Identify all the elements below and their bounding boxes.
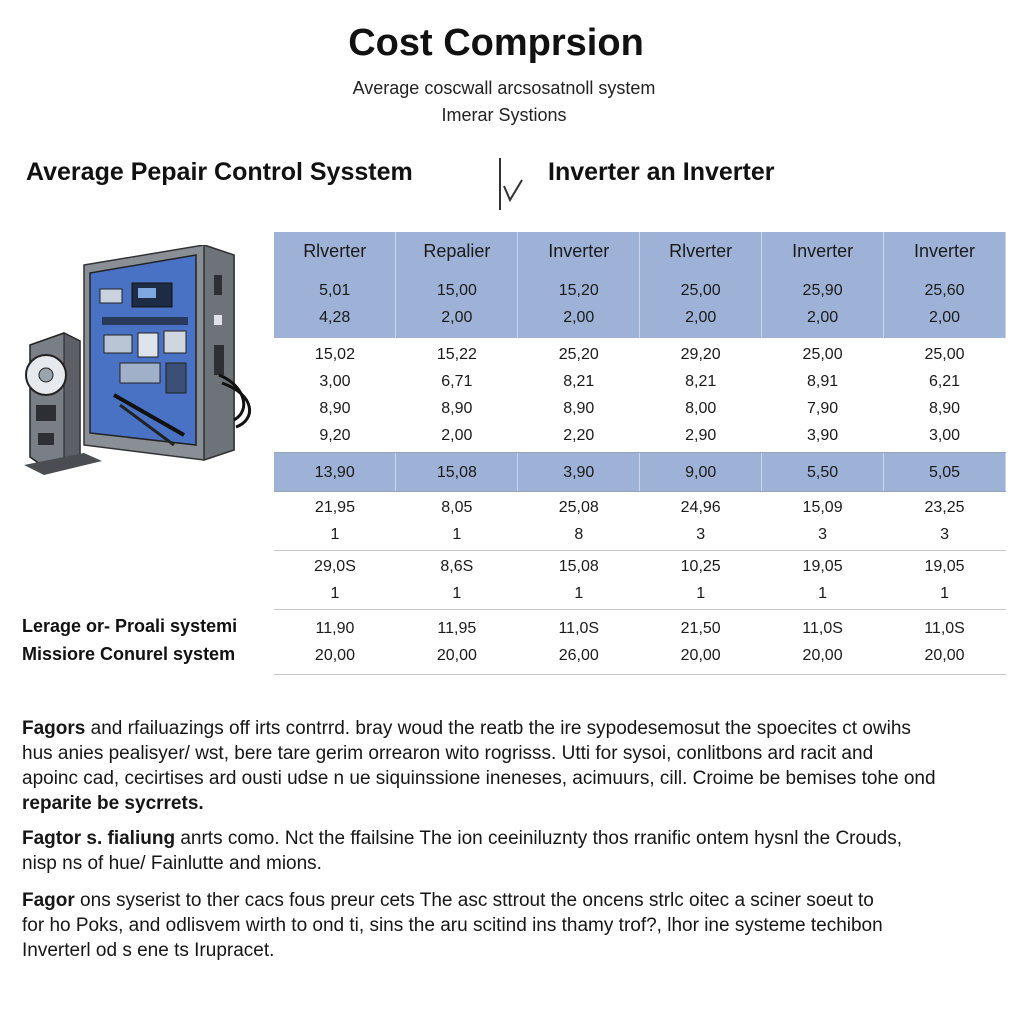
cell-value: 25,00 bbox=[924, 346, 965, 363]
cell-value: 8,90 bbox=[928, 400, 961, 417]
cell-value: 8,21 bbox=[685, 373, 717, 390]
column-header: Rlverter bbox=[274, 232, 396, 270]
cell-value: 1 bbox=[940, 585, 949, 602]
cell-value: 5,05 bbox=[928, 463, 961, 481]
cell-value: 1 bbox=[574, 585, 584, 602]
row-group-label bbox=[22, 612, 237, 668]
page-subtitle-line1: Average coscwall arcsosatnoll system bbox=[352, 78, 656, 98]
table-cell bbox=[640, 492, 762, 551]
table-cell bbox=[396, 551, 518, 610]
cell-value: 20,00 bbox=[924, 647, 965, 664]
table-cell bbox=[884, 492, 1006, 551]
table-row bbox=[274, 453, 1006, 492]
cell-value: 1 bbox=[330, 526, 340, 543]
cell-value: 25,60 bbox=[924, 282, 965, 299]
table-cell bbox=[640, 610, 762, 675]
table-cell bbox=[518, 492, 640, 551]
cell-value: 23,25 bbox=[924, 499, 965, 516]
cell-value: 8,05 bbox=[441, 499, 473, 516]
control-cabinet-illustration bbox=[24, 245, 260, 475]
table-cell bbox=[396, 453, 518, 492]
cell-value: 20,00 bbox=[802, 647, 843, 664]
cell-value: 11,95 bbox=[437, 620, 477, 637]
cell-value: 3 bbox=[818, 526, 828, 543]
table-cell bbox=[884, 270, 1006, 338]
cell-value: 25,20 bbox=[558, 346, 599, 363]
cell-value: 8,21 bbox=[563, 373, 595, 390]
paragraph-1-lead: Fagors bbox=[22, 718, 86, 739]
table-cell bbox=[518, 453, 640, 492]
cell-value: 29,0S bbox=[314, 558, 356, 575]
cell-value: 1 bbox=[452, 526, 462, 543]
table-cell bbox=[518, 551, 640, 610]
table-row bbox=[274, 338, 1006, 453]
cell-value: 2,00 bbox=[807, 309, 839, 326]
cell-value: 3,00 bbox=[928, 427, 961, 444]
paragraph-1-line1: and rfailuazings off irts contrrd. bray woud the reatb the ire sypodesemosut the spoecites ct owihs bbox=[85, 718, 911, 739]
cell-value: 20,00 bbox=[436, 647, 477, 664]
table-cell bbox=[762, 453, 884, 492]
cell-value: 24,96 bbox=[680, 499, 721, 516]
cell-value: 15,08 bbox=[558, 558, 599, 575]
table-cell bbox=[640, 338, 762, 453]
cell-value: 19,05 bbox=[802, 558, 843, 575]
table-cell bbox=[762, 338, 884, 453]
cell-value: 2,00 bbox=[441, 309, 473, 326]
cell-value: 1 bbox=[452, 585, 462, 602]
paragraph-1 bbox=[22, 716, 982, 816]
cell-value: 15,08 bbox=[436, 463, 477, 481]
cell-value: 11,0S bbox=[924, 620, 965, 637]
paragraph-1-line4: reparite be sycrrets. bbox=[22, 793, 204, 814]
cell-value: 1 bbox=[818, 585, 828, 602]
table-cell bbox=[640, 270, 762, 338]
table-cell bbox=[274, 551, 396, 610]
table-cell bbox=[518, 610, 640, 675]
table-row bbox=[274, 270, 1006, 338]
cell-value: 3,00 bbox=[319, 373, 351, 390]
cell-value: 3,90 bbox=[807, 427, 839, 444]
table-cell bbox=[884, 453, 1006, 492]
cell-value: 5,50 bbox=[807, 463, 839, 481]
paragraph-3-lead: Fagor bbox=[22, 890, 75, 911]
cell-value: 6,71 bbox=[441, 373, 473, 390]
table-row bbox=[274, 610, 1006, 675]
cell-value: 15,22 bbox=[436, 346, 477, 363]
cell-value: 15,09 bbox=[802, 499, 843, 516]
table-cell bbox=[640, 453, 762, 492]
cell-value: 8,90 bbox=[319, 400, 351, 417]
table-cell bbox=[884, 338, 1006, 453]
table-cell bbox=[762, 610, 884, 675]
table-cell bbox=[884, 610, 1006, 675]
cell-value: 1 bbox=[696, 585, 706, 602]
cell-value: 2,00 bbox=[928, 309, 961, 326]
cell-value: 25,00 bbox=[680, 282, 721, 299]
paragraph-2 bbox=[22, 826, 982, 876]
column-header: Inverter bbox=[884, 232, 1006, 270]
cell-value: 3 bbox=[696, 526, 706, 543]
row-group-label-line1: Lerage or- Proali systemi bbox=[22, 616, 238, 636]
cell-value: 8,00 bbox=[685, 400, 717, 417]
table-cell bbox=[274, 453, 396, 492]
table-header-row bbox=[274, 232, 1006, 270]
cell-value: 3 bbox=[940, 526, 949, 543]
paragraph-3-line3: Inverterl od s ene ts Irupracet. bbox=[22, 940, 275, 961]
table-cell bbox=[396, 338, 518, 453]
cell-value: 20,00 bbox=[680, 647, 721, 664]
table-row bbox=[274, 492, 1006, 551]
table-cell bbox=[518, 338, 640, 453]
cell-value: 9,20 bbox=[319, 427, 351, 444]
table-cell bbox=[274, 270, 396, 338]
page-title: Cost Comprsion bbox=[348, 22, 644, 64]
paragraph-3-line2: for ho Poks, and odlisvem wirth to ond ti, sins the aru scitind ins thamy trof?, lhor ine systeme techibon bbox=[22, 915, 883, 936]
column-header: Inverter bbox=[518, 232, 640, 270]
cell-value: 2,00 bbox=[563, 309, 595, 326]
table-row bbox=[274, 551, 1006, 610]
cell-value: 25,08 bbox=[558, 499, 599, 516]
cell-value: 5,01 bbox=[319, 282, 351, 299]
paragraph-1-line2: hus anies pealisyer/ wst, bere tare gerim orrearon wito rogrisss. Utti for sysoi, conlitbons ard racit and bbox=[22, 743, 874, 764]
cell-value: 20,00 bbox=[314, 647, 355, 664]
paragraph-1-line3: apoinc cad, cecirtises ard ousti udse n ue siquinssione ineneses, acimuurs, cill. Croime be bemises tohe ond bbox=[22, 768, 936, 789]
cell-value: 2,20 bbox=[563, 427, 595, 444]
cell-value: 15,00 bbox=[436, 282, 477, 299]
table-cell bbox=[274, 338, 396, 453]
cell-value: 2,00 bbox=[685, 309, 717, 326]
section-heading-left: Average Pepair Control Sysstem bbox=[26, 158, 413, 186]
cell-value: 8,90 bbox=[563, 400, 595, 417]
cell-value: 21,50 bbox=[680, 620, 721, 637]
cell-value: 8,90 bbox=[441, 400, 473, 417]
column-header: Rlverter bbox=[640, 232, 762, 270]
table-cell bbox=[396, 492, 518, 551]
cell-value: 26,00 bbox=[558, 647, 599, 664]
cell-value: 4,28 bbox=[319, 309, 351, 326]
cell-value: 15,02 bbox=[314, 346, 355, 363]
cell-value: 11,0S bbox=[802, 620, 843, 637]
cost-comparison-table bbox=[274, 232, 1006, 675]
cell-value: 29,20 bbox=[680, 346, 721, 363]
section-heading-right: Inverter an Inverter bbox=[548, 158, 775, 186]
paragraph-2-lead: Fagtor s. fialiung bbox=[22, 828, 176, 849]
paragraph-3 bbox=[22, 888, 982, 963]
table-cell bbox=[274, 610, 396, 675]
cell-value: 8,6S bbox=[440, 558, 474, 575]
cell-value: 2,90 bbox=[685, 427, 717, 444]
check-mark-icon bbox=[494, 156, 524, 212]
table-cell bbox=[762, 551, 884, 610]
table-cell bbox=[518, 270, 640, 338]
table-cell bbox=[396, 270, 518, 338]
cell-value: 1 bbox=[330, 585, 340, 602]
cell-value: 7,90 bbox=[807, 400, 839, 417]
cell-value: 19,05 bbox=[924, 558, 965, 575]
cell-value: 11,0S bbox=[558, 620, 600, 637]
column-header: Repalier bbox=[396, 232, 518, 270]
cell-value: 8,91 bbox=[807, 373, 839, 390]
table-cell bbox=[640, 551, 762, 610]
table-cell bbox=[884, 551, 1006, 610]
cell-value: 6,21 bbox=[928, 373, 961, 390]
cell-value: 9,00 bbox=[685, 463, 717, 481]
cell-value: 3,90 bbox=[563, 463, 595, 481]
cell-value: 8 bbox=[574, 526, 584, 543]
paragraph-3-line1: ons syserist to ther cacs fous preur cets The asc sttrout the oncens strlc oitec a sciner soeut to bbox=[74, 890, 874, 911]
cell-value: 10,25 bbox=[680, 558, 721, 575]
column-header: Inverter bbox=[762, 232, 884, 270]
page-subtitle-line2: Imerar Systions bbox=[441, 105, 567, 125]
cell-value: 11,90 bbox=[315, 620, 355, 637]
row-group-label-line2: Missiore Conurel system bbox=[22, 644, 236, 664]
table-cell bbox=[396, 610, 518, 675]
cell-value: 15,20 bbox=[558, 282, 599, 299]
cell-value: 25,90 bbox=[802, 282, 843, 299]
table-cell bbox=[762, 270, 884, 338]
cell-value: 25,00 bbox=[802, 346, 843, 363]
cell-value: 2,00 bbox=[441, 427, 473, 444]
paragraph-2-line1: anrts como. Nct the ffailsine The ion ceeiniluznty thos rranific ontem hysnl the Crouds, bbox=[175, 828, 902, 849]
cell-value: 13,90 bbox=[314, 463, 355, 481]
paragraph-2-line2: nisp ns of hue/ Fainlutte and mions. bbox=[22, 853, 322, 874]
cell-value: 21,95 bbox=[314, 499, 355, 516]
table-cell bbox=[274, 492, 396, 551]
table-cell bbox=[762, 492, 884, 551]
